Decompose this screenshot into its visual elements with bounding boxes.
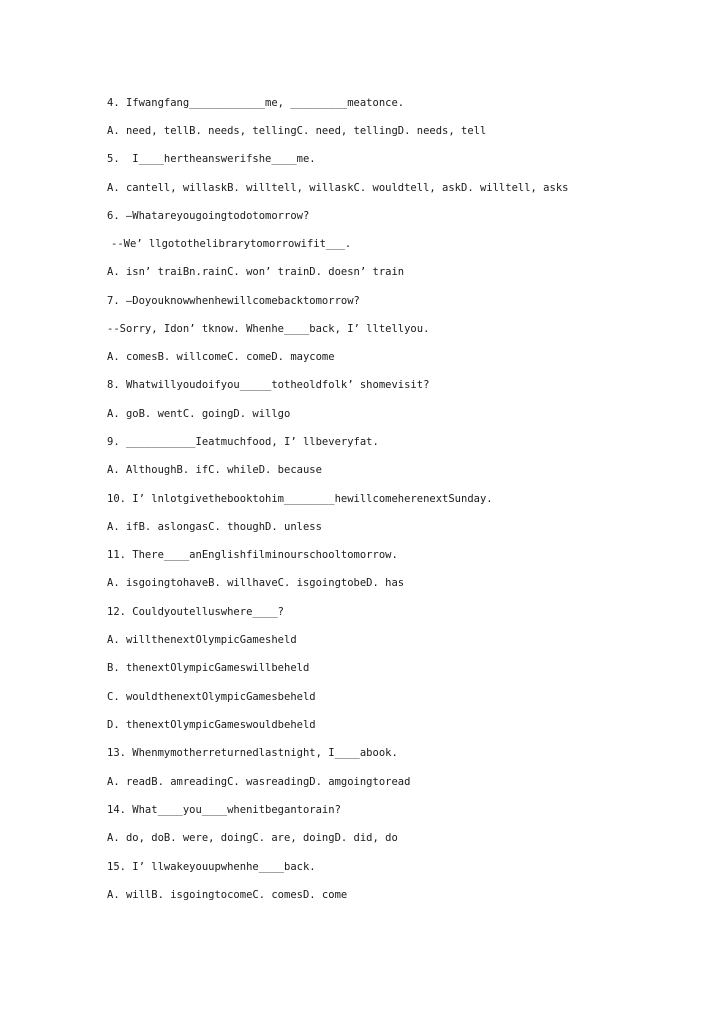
question-7-stem: 7. —Doyouknowwhenhewillcomebacktomorrow? [107,295,360,307]
question-9-options: A. AlthoughB. ifC. whileD. because [107,464,322,476]
question-8-options: A. goB. wentC. goingD. willgo [107,408,291,420]
question-11-options: A. isgoingtohaveB. willhaveC. isgoingtobeD. has [107,577,405,589]
question-7-options: A. comesB. willcomeC. comeD. maycome [107,351,335,363]
question-6-reply: --We’ llgotothelibrarytomorrowifit___. [111,238,352,250]
question-12-option-b: B. thenextOlympicGameswillbeheld [107,662,310,674]
question-5-stem: 5. I____hertheanswerifshe____me. [107,153,316,165]
question-10-options: A. ifB. aslongasC. thoughD. unless [107,521,322,533]
question-14-stem: 14. What____you____whenitbegantorain? [107,804,341,816]
question-9-stem: 9. ___________Ieatmuchfood, I’ llbeveryfat. [107,436,379,448]
question-5-options: A. cantell, willaskB. willtell, willaskC. wouldtell, askD. willtell, asks [107,182,569,194]
question-4-stem: 4. Ifwangfang____________me, _________meatonce. [107,97,405,109]
question-6-options: A. isn’ traiBn.rainC. won’ trainD. doesn’ train [107,266,405,278]
question-13-stem: 13. Whenmymotherreturnedlastnight, I____abook. [107,747,398,759]
question-12-option-c: C. wouldthenextOlympicGamesbeheld [107,691,316,703]
question-12-option-a: A. willthenextOlympicGamesheld [107,634,297,646]
question-6-stem: 6. –Whatareyougoingtodotomorrow? [107,210,310,222]
question-8-stem: 8. Whatwillyoudoifyou_____totheoldfolk’ shomevisit? [107,379,430,391]
question-11-stem: 11. There____anEnglishfilminourschooltomorrow. [107,549,398,561]
question-12-option-d: D. thenextOlympicGameswouldbeheld [107,719,316,731]
question-13-options: A. readB. amreadingC. wasreadingD. amgoingtoread [107,776,411,788]
question-15-stem: 15. I’ llwakeyouupwhenhe____back. [107,861,316,873]
question-7-reply: --Sorry, Idon’ tknow. Whenhe____back, I’ lltellyou. [107,323,430,335]
question-14-options: A. do, doB. were, doingC. are, doingD. did, do [107,832,398,844]
question-15-options: A. willB. isgoingtocomeC. comesD. come [107,889,348,901]
question-10-stem: 10. I’ lnlotgivethebooktohim________hewillcomeherenextSunday. [107,493,493,505]
question-12-stem: 12. Couldyoutelluswhere____? [107,606,285,618]
question-4-options: A. need, tellB. needs, tellingC. need, tellingD. needs, tell [107,125,487,137]
